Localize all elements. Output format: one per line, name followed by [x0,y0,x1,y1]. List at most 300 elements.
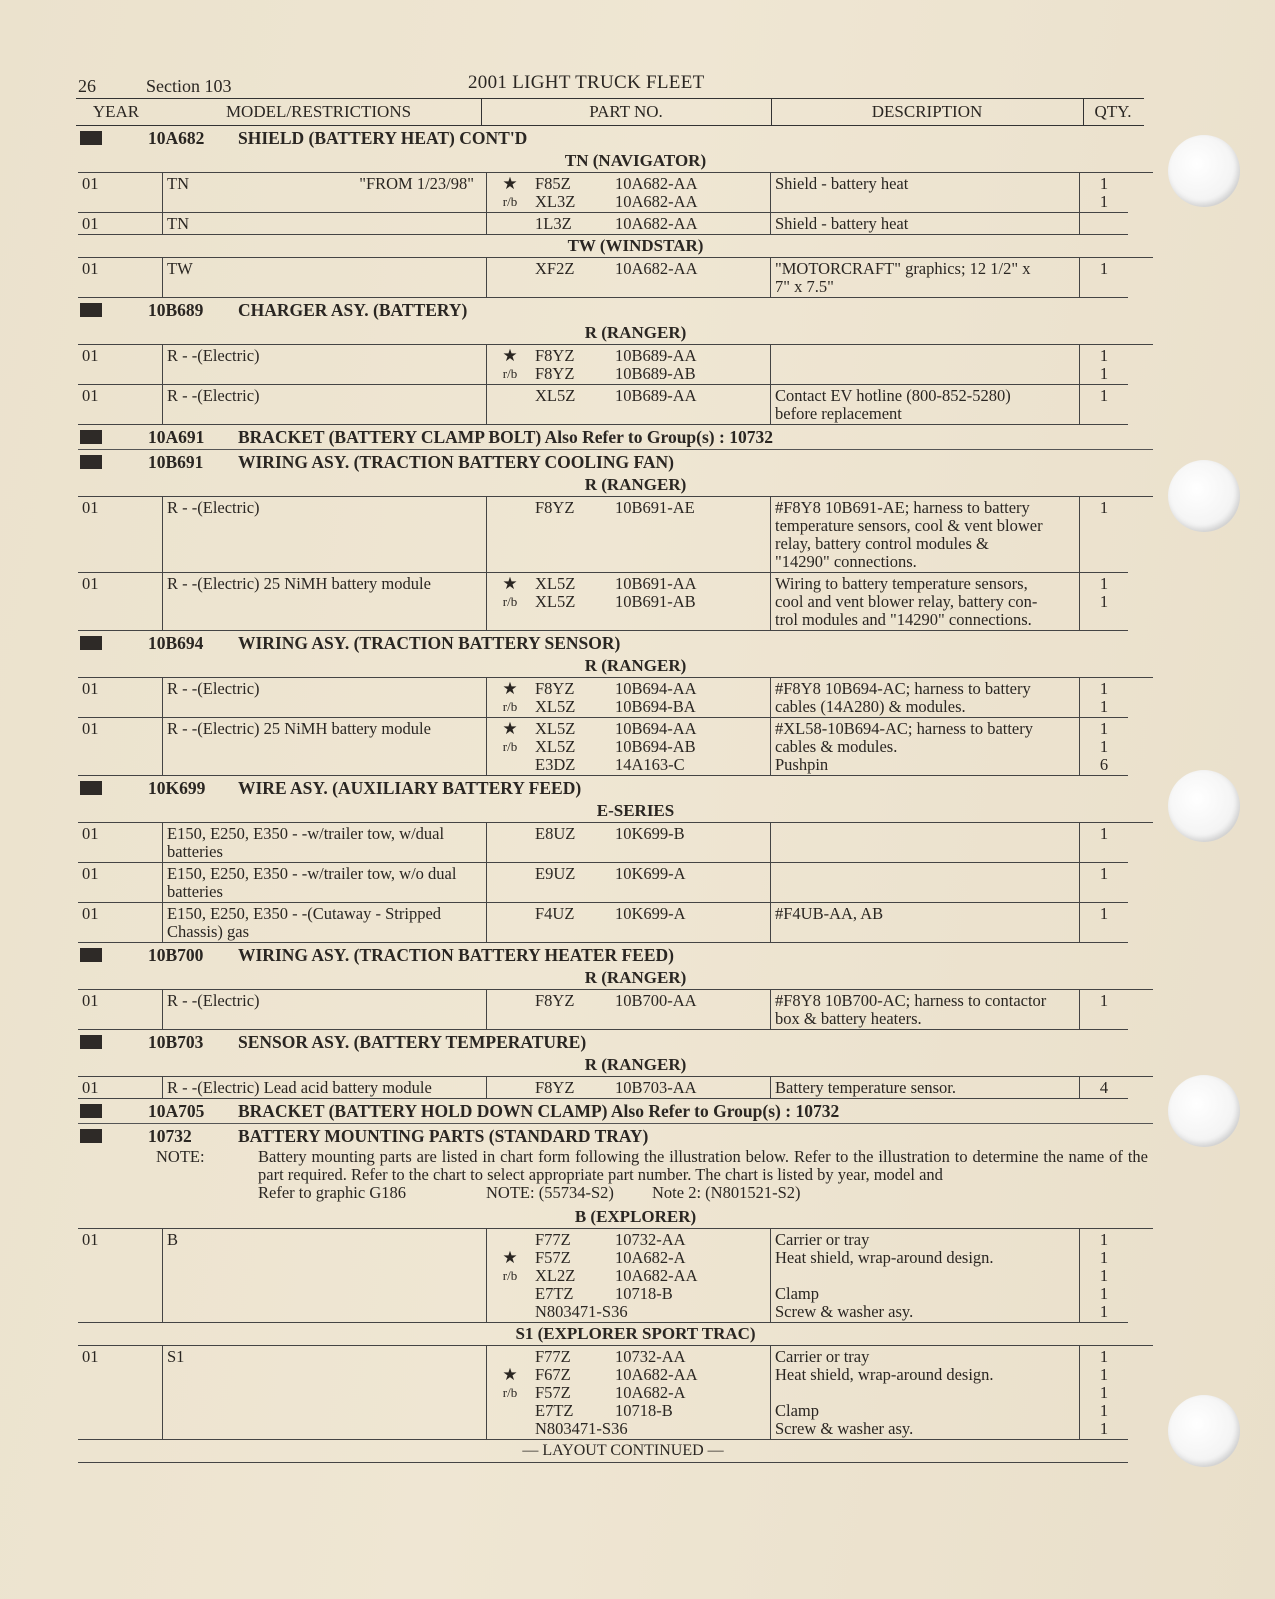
group-marker [80,303,102,317]
description-cell [771,497,1080,573]
part-base: XL5Z [535,737,576,756]
group-title: WIRING ASY. (TRACTION BATTERY HEATER FEED) [238,945,674,965]
qty-value: 1 [1099,1365,1109,1384]
vehicle-name: R (RANGER) [584,656,687,675]
table-row [78,385,1128,425]
part-base: F8YZ [535,991,575,1010]
group-title: SHIELD (BATTERY HEAT) CONT'D [238,128,528,148]
part-suffix: 10A682-A [615,1248,686,1267]
qty-value: 1 [1099,386,1109,405]
year-cell: 01 [78,823,163,863]
model-text: TN [167,174,189,193]
qty-value: 1 [1099,1347,1109,1366]
group-marker [80,131,102,145]
binder-hole [1168,1395,1240,1467]
qty-cell [1080,1077,1129,1099]
description-line: box & battery heaters. [775,1009,922,1028]
group-marker [80,636,102,650]
part-prefix: r/b [502,366,518,381]
parts-table [78,1346,1128,1440]
qty-cell [1080,863,1129,903]
group-marker [80,455,102,469]
vehicle-name: R (RANGER) [584,323,687,342]
restriction-text: "FROM 1/23/98" [359,174,474,193]
vehicle-name: R (RANGER) [584,1055,687,1074]
part-suffix: 10B694-AA [615,719,697,738]
group-marker [80,1129,102,1143]
part-number-line [491,215,766,233]
group-code: 10A691 [148,427,205,447]
qty-value: 1 [1099,364,1109,383]
table-row [78,823,1128,863]
group-code: 10B689 [148,300,204,320]
group-code: 10732 [148,1126,192,1146]
model-text: R - -(Electric) Lead acid battery module [167,1078,432,1097]
model-text: E150, E250, E350 - -w/trailer tow, w/dual batteries [167,824,445,861]
qty-value: 1 [1099,1284,1109,1303]
group-code: 10A705 [148,1101,205,1121]
description-cell [771,903,1080,943]
description-line: Clamp [775,1284,819,1303]
qty-cell [1080,173,1129,213]
table-row [78,903,1128,943]
year-cell: 01 [78,497,163,573]
parts-table [78,345,1128,425]
qty-cell [1080,213,1129,235]
group-code: 10B700 [148,945,204,965]
part-number-line [491,175,766,193]
part-number-cell [487,385,771,425]
qty-value: 1 [1099,1419,1109,1438]
part-base: F77Z [535,1230,571,1249]
part-number-line [491,499,766,517]
part-suffix: 10B691-AE [615,498,695,517]
description-cell [771,258,1080,298]
year-cell: 01 [78,1229,163,1323]
part-suffix: 10K699-A [615,904,686,923]
description-line: #F8Y8 10B694-AC; harness to battery [775,679,1031,698]
qty-cell [1080,718,1129,776]
group-code: 10A682 [148,128,205,148]
qty-value: 1 [1099,1401,1109,1420]
description-line [775,1267,1075,1285]
part-number-cell [487,903,771,943]
description-line: Carrier or tray [775,1347,870,1366]
part-base: F67Z [535,1365,571,1384]
part-number-line [491,1348,766,1366]
group-marker [80,948,102,962]
description-line: #XL58-10B694-AC; harness to battery [775,719,1033,738]
part-base: 1L3Z [535,214,572,233]
qty-value: 1 [1099,864,1109,883]
vehicle-name: TN (NAVIGATOR) [564,151,707,170]
part-number-line [491,387,766,405]
description-cell [771,573,1080,631]
footer-text: — LAYOUT CONTINUED — [522,1442,724,1459]
qty-value: 1 [1099,592,1109,611]
group-header [78,126,1153,150]
star-icon: ★ [502,1248,518,1267]
part-suffix: 10B703-AA [615,1078,697,1097]
model-cell [163,173,487,213]
model-text: R - -(Electric) 25 NiMH battery module [167,719,431,738]
part-base: E9UZ [535,864,576,883]
group-header [78,1124,1153,1148]
part-number-cell [487,678,771,718]
vehicle-name: B (EXPLORER) [574,1207,697,1226]
qty-value: 1 [1099,574,1109,593]
table-row [78,573,1128,631]
vehicle-name: R (RANGER) [584,475,687,494]
description-line: relay, battery control modules & [775,534,989,553]
description-line: temperature sensors, cool & vent blower [775,516,1043,535]
parts-table [78,823,1128,943]
year-cell: 01 [78,678,163,718]
model-cell [163,258,487,298]
part-number-cell [487,1077,771,1099]
part-number-line [491,347,766,365]
model-text: B [167,1230,179,1249]
model-cell [163,497,487,573]
description-line: Screw & washer asy. [775,1302,914,1321]
star-icon: ★ [502,679,518,698]
description-line: Shield - battery heat [775,174,909,193]
qty-cell [1080,573,1129,631]
group-header [78,450,1153,474]
qty-cell [1080,903,1129,943]
table-row [78,497,1128,573]
part-prefix: r/b [502,699,518,714]
part-suffix: 10B689-AB [615,364,696,383]
description-line: Heat shield, wrap-around design. [775,1365,994,1384]
part-number-line [491,365,766,383]
group-title: CHARGER ASY. (BATTERY) [238,300,468,320]
group-title: WIRING ASY. (TRACTION BATTERY COOLING FAN) [238,452,674,472]
part-number-line [491,1384,766,1402]
year-cell: 01 [78,173,163,213]
qty-value: 1 [1099,498,1109,517]
description-cell [771,718,1080,776]
vehicle-subheading [78,235,1153,258]
group-title: BATTERY MOUNTING PARTS (STANDARD TRAY) [238,1126,649,1146]
year-cell: 01 [78,258,163,298]
qty-value: 1 [1099,904,1109,923]
part-suffix: 10B689-AA [615,386,697,405]
table-row [78,258,1128,298]
description-cell [771,345,1080,385]
year-cell: 01 [78,1077,163,1099]
model-text: R - -(Electric) [167,346,260,365]
description-line: Contact EV hotline (800-852-5280) [775,386,1011,405]
description-line: cables (14A280) & modules. [775,697,966,716]
group-marker [80,1104,102,1118]
part-base: E7TZ [535,1284,574,1303]
note-2: Note 2: (N801521-S2) [652,1183,801,1202]
vehicle-subheading [78,800,1153,823]
part-suffix: 10A682-AA [615,259,698,278]
parts-table [78,678,1128,776]
description-cell [771,678,1080,718]
table-row [78,1229,1128,1323]
page-header [78,72,1143,98]
qty-cell [1080,258,1129,298]
description-cell [771,173,1080,213]
part-number-cell [487,718,771,776]
part-number-line [491,260,766,278]
part-number-line [491,1231,766,1249]
qty-value: 1 [1099,192,1109,211]
part-suffix: 10718-B [615,1401,673,1420]
parts-listing [78,126,1153,1463]
part-suffix: 10B694-AB [615,737,696,756]
binder-hole [1168,1075,1240,1147]
description-line: Shield - battery heat [775,214,909,233]
description-cell [771,863,1080,903]
model-text: R - -(Electric) [167,386,260,405]
vehicle-subheading [78,1054,1153,1077]
group-header [78,943,1153,967]
part-suffix: 10A682-AA [615,1365,698,1384]
part-number-line [491,865,766,883]
group-header [78,1030,1153,1054]
model-cell [163,213,487,235]
part-prefix: r/b [502,1268,518,1283]
group-header [78,425,1153,450]
part-base: E8UZ [535,824,576,843]
qty-cell [1080,1229,1129,1323]
part-base: E7TZ [535,1401,574,1420]
part-prefix: r/b [502,594,518,609]
group-code: 10B703 [148,1032,204,1052]
part-prefix: r/b [502,194,518,209]
description-line: #F4UB-AA, AB [775,904,884,923]
table-row [78,345,1128,385]
year-cell: 01 [78,1346,163,1440]
group-code: 10B691 [148,452,204,472]
star-icon: ★ [502,719,518,738]
group-title: SENSOR ASY. (BATTERY TEMPERATURE) [238,1032,587,1052]
group-note [78,1148,1153,1206]
table-row [78,678,1128,718]
qty-value: 1 [1099,719,1109,738]
vehicle-subheading [78,1206,1153,1229]
part-number-cell [487,345,771,385]
part-prefix: r/b [502,739,518,754]
model-text: E150, E250, E350 - -w/trailer tow, w/o dual batteries [167,864,457,901]
year-cell: 01 [78,213,163,235]
description-cell [771,213,1080,235]
qty-value: 6 [1099,755,1109,774]
description-line: Wiring to battery temperature sensors, [775,574,1028,593]
model-cell [163,1229,487,1323]
part-number-line [491,1402,766,1420]
qty-cell [1080,1346,1129,1440]
description-line: cables & modules. [775,737,898,756]
part-number-line [491,1079,766,1097]
vehicle-subheading [78,655,1153,678]
part-number-line [491,905,766,923]
model-text: R - -(Electric) [167,679,260,698]
model-cell [163,718,487,776]
column-header-model: MODEL/RESTRICTIONS [225,102,412,121]
parts-table [78,497,1128,631]
model-text: S1 [167,1347,185,1366]
part-number-cell [487,863,771,903]
part-suffix: 10K699-B [615,824,685,843]
description-line: #F8Y8 10B700-AC; harness to contactor [775,991,1047,1010]
description-line: trol modules and "14290" connections. [775,610,1032,629]
description-line: 7" x 7.5" [775,277,834,296]
qty-value: 1 [1099,1248,1109,1267]
year-cell: 01 [78,903,163,943]
description-cell [771,385,1080,425]
description-line: #F8Y8 10B691-AE; harness to battery [775,498,1030,517]
part-number-cell [487,213,771,235]
group-code: 10B694 [148,633,204,653]
model-cell [163,385,487,425]
qty-cell [1080,497,1129,573]
column-header-part: PART NO. [589,102,663,121]
part-base: XL5Z [535,592,576,611]
qty-value: 4 [1099,1078,1109,1097]
parts-table [78,990,1128,1030]
vehicle-subheading [78,150,1153,173]
part-number-line [491,593,766,611]
qty-value: 1 [1099,991,1109,1010]
description-cell [771,990,1080,1030]
page-number: 26 [78,76,96,96]
part-suffix: 10A682-AA [615,192,698,211]
year-cell: 01 [78,573,163,631]
part-number-line [491,992,766,1010]
description-line: Battery temperature sensor. [775,1078,956,1097]
part-number-line [491,738,766,756]
description-cell [771,1229,1080,1323]
part-base: XL5Z [535,386,576,405]
part-number-line [491,1285,766,1303]
part-suffix: 10A682-AA [615,1266,698,1285]
group-header [78,631,1153,655]
description-line: "MOTORCRAFT" graphics; 12 1/2" x [775,259,1031,278]
part-base: F85Z [535,174,571,193]
qty-cell [1080,990,1129,1030]
column-header-row [76,98,1144,126]
model-cell [163,823,487,863]
vehicle-name: TW (WINDSTAR) [567,236,704,255]
part-suffix: 10732-AA [615,1347,686,1366]
part-number-line [491,698,766,716]
qty-value: 1 [1099,737,1109,756]
part-number-cell [487,1229,771,1323]
column-header-year: YEAR [92,102,140,121]
part-number-cell [487,990,771,1030]
group-marker [80,430,102,444]
vehicle-name: E-SERIES [596,801,675,820]
description-cell [771,1077,1080,1099]
parts-table [78,1229,1128,1323]
description-line: before replacement [775,404,902,423]
part-suffix: 14A163-C [615,755,685,774]
table-row [78,863,1128,903]
qty-value: 1 [1099,346,1109,365]
part-base: F4UZ [535,904,575,923]
star-icon: ★ [502,574,518,593]
part-number-cell [487,173,771,213]
part-suffix: 10A682-AA [615,174,698,193]
table-row [78,1077,1128,1099]
part-number-cell [487,258,771,298]
vehicle-subheading [78,1323,1153,1346]
part-suffix: 10B694-BA [615,697,696,716]
star-icon: ★ [502,346,518,365]
year-cell: 01 [78,718,163,776]
qty-value: 1 [1099,1302,1109,1321]
binder-hole [1168,460,1240,532]
note-graphic-ref: Refer to graphic G186 [258,1183,406,1202]
part-number-cell [487,823,771,863]
qty-cell [1080,385,1129,425]
star-icon: ★ [502,174,518,193]
part-number-line [491,680,766,698]
vehicle-subheading [78,474,1153,497]
qty-value: 1 [1099,174,1109,193]
part-base: XL5Z [535,697,576,716]
parts-table [78,258,1128,298]
part-number-line [491,1267,766,1285]
parts-table [78,173,1128,235]
column-header-qty: QTY. [1094,102,1132,121]
part-suffix: 10B700-AA [615,991,697,1010]
part-base: F8YZ [535,679,575,698]
year-cell: 01 [78,385,163,425]
description-line: cool and vent blower relay, battery con- [775,592,1038,611]
part-base: XF2Z [535,259,575,278]
description-cell [771,1346,1080,1440]
part-number-cell [487,573,771,631]
model-text: R - -(Electric) [167,991,260,1010]
part-number-cell [487,1346,771,1440]
qty-value: 1 [1099,259,1109,278]
part-suffix: 10A682-AA [615,214,698,233]
part-number-line [491,575,766,593]
part-prefix: r/b [502,1385,518,1400]
binder-hole [1168,770,1240,842]
part-base: F77Z [535,1347,571,1366]
part-base: XL3Z [535,192,576,211]
description-cell [771,823,1080,863]
group-title: BRACKET (BATTERY CLAMP BOLT) Also Refer to Group(s) : 10732 [238,427,773,447]
part-suffix: 10K699-A [615,864,686,883]
group-header [78,1099,1153,1124]
vehicle-subheading [78,967,1153,990]
group-title: WIRING ASY. (TRACTION BATTERY SENSOR) [238,633,621,653]
description-line [775,1384,1075,1402]
model-cell [163,678,487,718]
part-base: N803471-S36 [535,1302,628,1321]
part-number-cell [487,497,771,573]
part-base: F8YZ [535,364,575,383]
qty-cell [1080,345,1129,385]
model-cell [163,990,487,1030]
section-label: Section 103 [146,76,232,96]
description-line: Screw & washer asy. [775,1419,914,1438]
part-suffix: 10718-B [615,1284,673,1303]
part-number-line [491,825,766,843]
model-text: R - -(Electric) [167,498,260,517]
part-number-line [491,1249,766,1267]
part-number-line [491,1303,766,1321]
table-row [78,990,1128,1030]
